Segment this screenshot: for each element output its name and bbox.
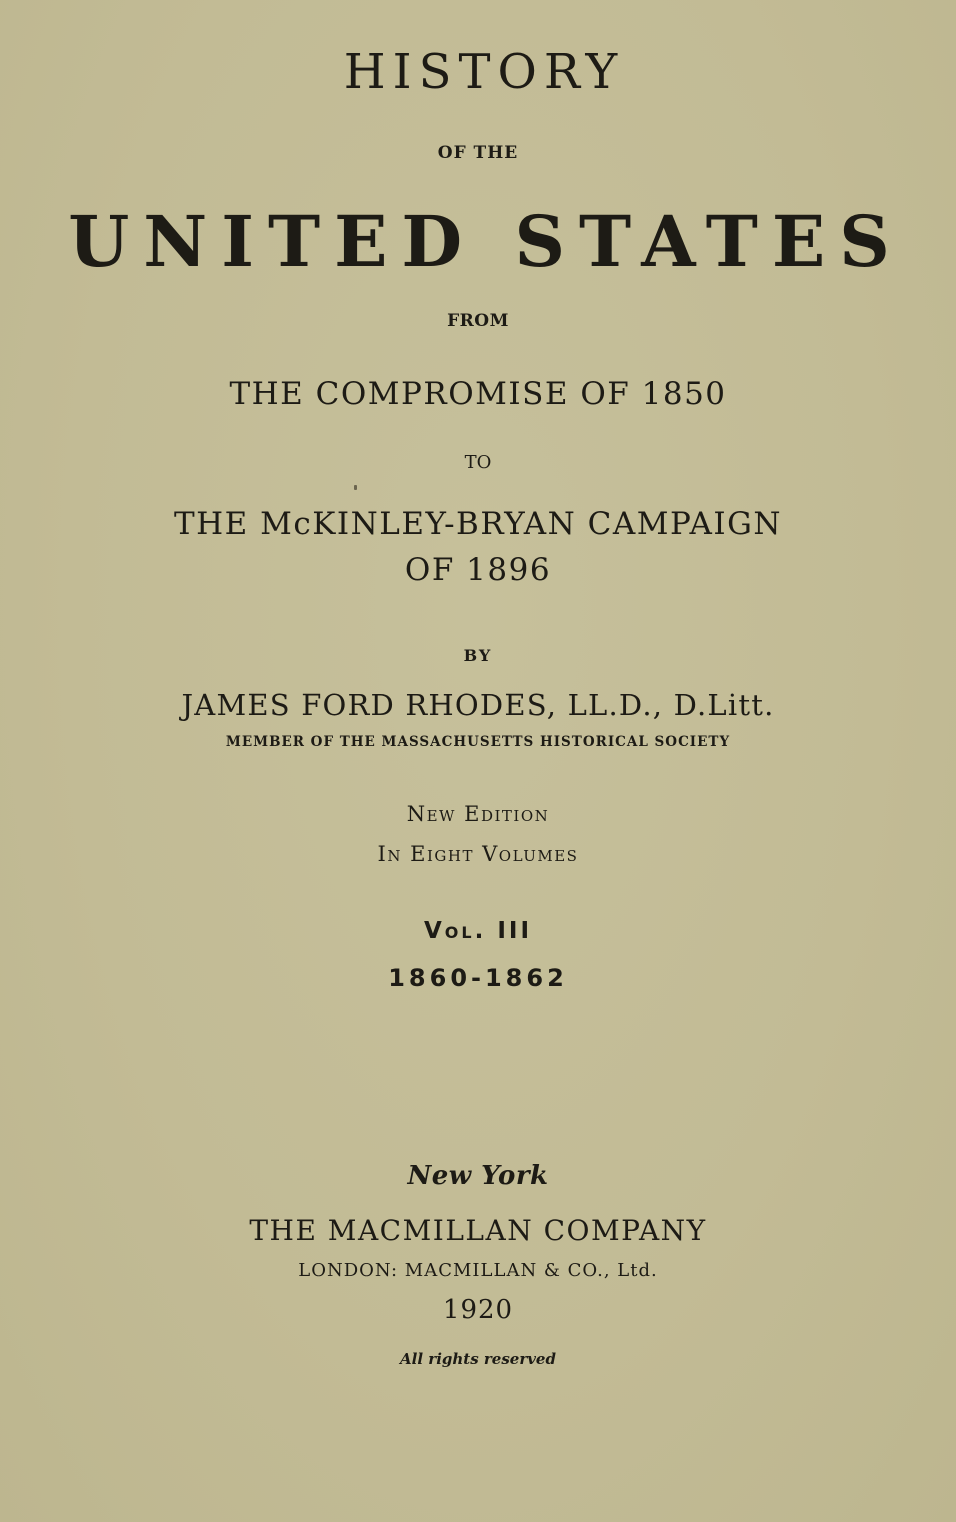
publisher-name: THE MACMILLAN COMPANY — [249, 1214, 707, 1247]
volume-number: Vol. III — [423, 918, 532, 944]
author-name: JAMES FORD RHODES, LL.D., D.Litt. — [181, 688, 775, 722]
from-label: FROM — [447, 311, 509, 331]
publisher-city: New York — [407, 1161, 549, 1191]
end-event-line1: THE McKINLEY-BRYAN CAMPAIGN — [173, 506, 783, 542]
book-title-history: HISTORY — [343, 44, 625, 100]
to-label: TO — [464, 452, 492, 473]
title-connector: OF THE — [437, 143, 519, 163]
volumes-label: In Eight Volumes — [377, 842, 579, 866]
author-affiliation: MEMBER OF THE MASSACHUSETTS HISTORICAL SOCIETY — [225, 734, 731, 750]
end-event-line2: OF 1896 — [404, 552, 552, 588]
start-event: THE COMPROMISE OF 1850 — [229, 376, 727, 412]
publisher-london: LONDON: MACMILLAN & CO., Ltd. — [298, 1260, 658, 1281]
rights-notice: All rights reserved — [400, 1350, 556, 1368]
by-label: BY — [463, 646, 493, 665]
book-title-united-states: UNITED STATES — [68, 200, 904, 283]
volume-years: 1860-1862 — [388, 964, 568, 992]
publication-year: 1920 — [442, 1295, 514, 1325]
edition-label: New Edition — [406, 802, 550, 826]
print-speck — [354, 485, 357, 490]
